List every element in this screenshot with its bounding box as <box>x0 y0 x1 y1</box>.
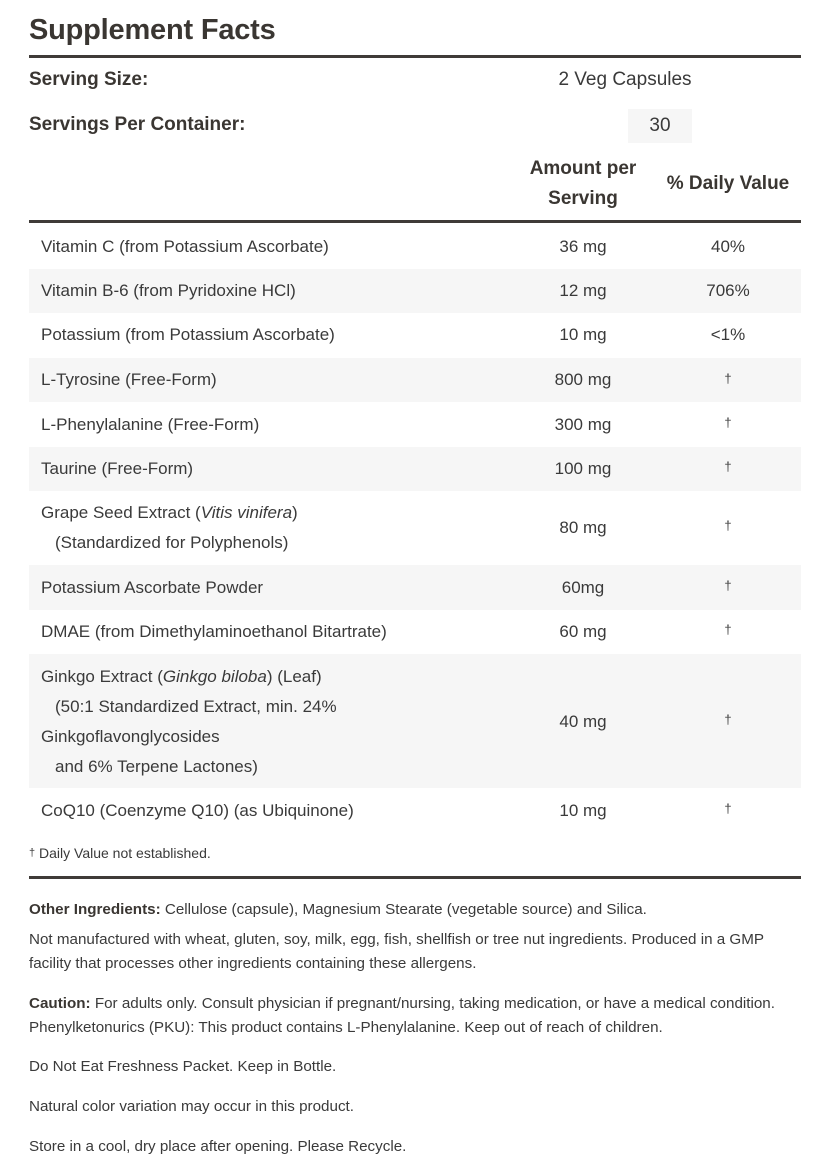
nutrient-daily-value: † <box>724 712 732 727</box>
nutrient-row <box>29 610 801 654</box>
nutrient-daily-value: † <box>724 622 732 637</box>
nutrient-amount: 300 mg <box>554 415 612 434</box>
color-variation-note: Natural color variation may occur in this product. <box>29 1098 354 1115</box>
nutrient-amount: 60 mg <box>559 622 607 641</box>
other-ingredients-label: Other Ingredients: <box>29 901 161 918</box>
nutrient-amount: 800 mg <box>554 370 612 389</box>
caution-statement: Caution: For adults only. Consult physician if pregnant/nursing, taking medication, or have a medical condition. Phenylketonurics (PKU): This product contains L-Phenylalanine. Keep out of reach of children. <box>29 995 775 1036</box>
footnote-divider <box>29 876 801 879</box>
nutrient-daily-value: † <box>724 518 732 533</box>
nutrient-name: Vitamin B-6 (from Pyridoxine HCl) <box>41 281 296 300</box>
nutrient-daily-value: 40% <box>710 237 746 256</box>
storage-note: Store in a cool, dry place after opening. Please Recycle. <box>29 1138 407 1155</box>
nutrient-name: L-Phenylalanine (Free-Form) <box>41 415 260 434</box>
title-divider <box>29 55 801 58</box>
nutrient-amount: 100 mg <box>554 459 612 478</box>
nutrient-daily-value: † <box>724 801 732 816</box>
nutrient-amount: 12 mg <box>559 281 607 300</box>
nutrient-daily-value: † <box>724 459 732 474</box>
nutrient-row <box>29 402 801 447</box>
nutrient-name: Potassium Ascorbate Powder <box>41 578 264 597</box>
nutrient-amount: 80 mg <box>559 518 607 537</box>
nutrient-amount: 10 mg <box>559 801 607 820</box>
caution-label: Caution: <box>29 995 91 1012</box>
other-ingredients: Other Ingredients: Cellulose (capsule), Magnesium Stearate (vegetable source) and Silica. <box>29 901 647 918</box>
nutrient-amount: 10 mg <box>559 325 607 344</box>
servings-per-container-value: 30 <box>628 109 692 143</box>
nutrient-name: DMAE (from Dimethylaminoethanol Bitartrate) <box>41 622 387 641</box>
allergen-statement: Not manufactured with wheat, gluten, soy, milk, egg, fish, shellfish or tree nut ingredients. Produced in a GMP facility that processes other ingredients containing these allergens. <box>29 931 764 972</box>
nutrient-name: CoQ10 (Coenzyme Q10) (as Ubiquinone) <box>41 801 354 820</box>
servings-per-container-label: Servings Per Container: <box>29 114 246 135</box>
nutrient-row <box>29 447 801 491</box>
nutrient-row <box>29 491 801 565</box>
nutrient-daily-value: † <box>724 415 732 430</box>
daily-value-footnote: † Daily Value not established. <box>29 845 211 861</box>
nutrient-daily-value: <1% <box>710 325 746 344</box>
nutrient-daily-value: † <box>724 371 732 386</box>
nutrient-amount: 60mg <box>561 578 605 597</box>
daily-value-column-header: % Daily Value <box>666 173 790 194</box>
nutrient-name: Vitamin C (from Potassium Ascorbate) <box>41 237 329 256</box>
nutrient-row <box>29 358 801 402</box>
nutrient-daily-value: 706% <box>706 281 750 300</box>
serving-size-label: Serving Size: <box>29 69 149 90</box>
nutrient-amount: 40 mg <box>559 712 607 731</box>
amount-header-line2: Serving <box>548 188 618 209</box>
serving-size-row <box>29 66 801 96</box>
nutrient-row <box>29 269 801 313</box>
nutrient-name: Grape Seed Extract (Vitis vinifera) (Standardized for Polyphenols) <box>41 503 298 552</box>
page-title: Supplement Facts <box>29 14 276 46</box>
nutrient-row <box>29 565 801 610</box>
nutrient-name: L-Tyrosine (Free-Form) <box>41 370 217 389</box>
nutrient-row <box>29 225 801 269</box>
nutrient-name: Ginkgo Extract (Ginkgo biloba) (Leaf) (50:1 Standardized Extract, min. 24% Ginkgoflavonglycosides and 6% Terpene Lactones) <box>41 667 337 776</box>
freshness-note: Do Not Eat Freshness Packet. Keep in Bottle. <box>29 1058 337 1075</box>
servings-per-container-row <box>29 111 801 141</box>
amount-column-header <box>509 154 657 214</box>
nutrient-amount: 36 mg <box>559 237 607 256</box>
nutrient-row <box>29 788 801 832</box>
nutrient-row <box>29 654 801 788</box>
header-divider <box>29 220 801 223</box>
nutrient-name: Potassium (from Potassium Ascorbate) <box>41 325 335 344</box>
nutrient-daily-value: † <box>724 578 732 593</box>
nutrient-name: Taurine (Free-Form) <box>41 459 194 478</box>
nutrient-row <box>29 313 801 358</box>
serving-size-value: 2 Veg Capsules <box>558 69 692 90</box>
amount-header-line1: Amount per <box>529 158 637 179</box>
